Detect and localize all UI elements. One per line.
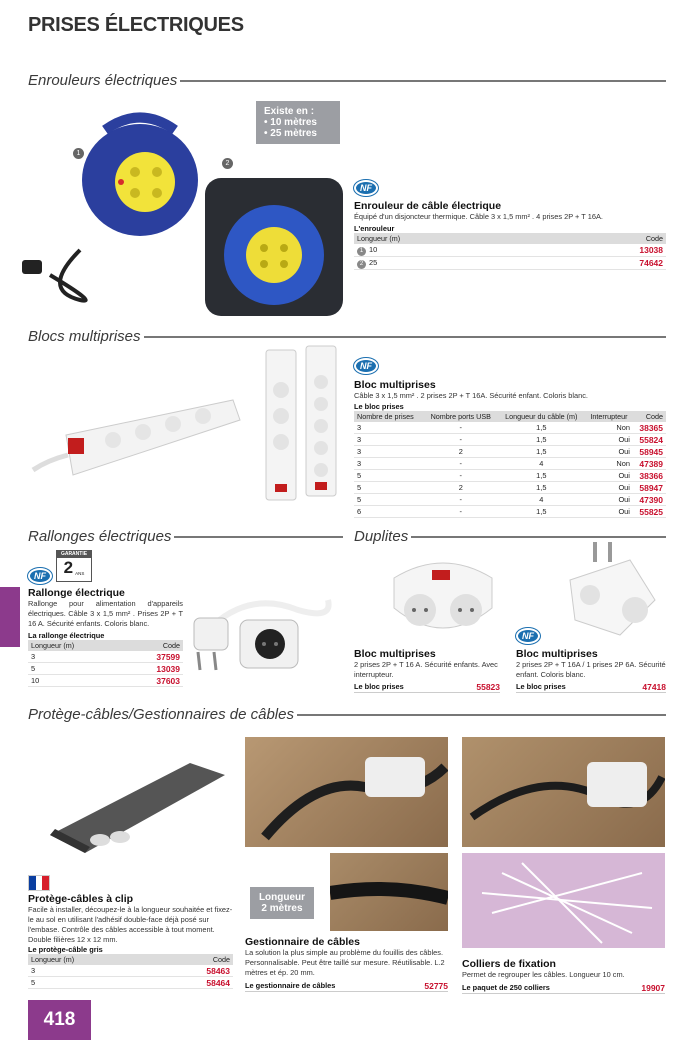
garantie-badge [56, 550, 92, 582]
cell-prises: 6 [354, 506, 424, 518]
table-row [354, 446, 666, 458]
product-title: Rallonge électrique [28, 587, 125, 599]
cell-prises: 5 [354, 482, 424, 494]
cell-switch: Oui [585, 434, 633, 446]
product-desc: 2 prises 2P + T 16 A. Sécurité enfants. Avec interrupteur. [354, 660, 498, 679]
cell-prises: 5 [354, 470, 424, 482]
product-sub: Le bloc prises [354, 682, 404, 691]
garantie-ans: ANS [75, 571, 85, 576]
product-title: Bloc multiprises [354, 648, 436, 660]
duplite2-info [516, 648, 666, 693]
cell-code: 38366 [633, 470, 666, 482]
product-desc: Équipé d'un disjoncteur thermique. Câble 3 x 1,5 mm² . 4 prises 2P + T 16A. [354, 212, 603, 221]
cell-code: 13038 [549, 244, 666, 257]
table-row [354, 506, 666, 518]
table-row [28, 965, 233, 977]
cell-usb: 2 [424, 446, 498, 458]
cell-code: 58463 [156, 965, 233, 977]
cell-switch: Oui [585, 470, 633, 482]
section-protege [28, 706, 666, 723]
enrouleur-table [354, 233, 666, 270]
cell-length: 5 [28, 663, 125, 675]
protege-table [28, 954, 233, 989]
cell-code: 37603 [125, 675, 183, 687]
cell-prises: 3 [354, 446, 424, 458]
bloc-horizontal-image [28, 380, 243, 490]
section-blocs [28, 328, 666, 345]
cell-usb: - [424, 434, 498, 446]
cell-length: 1,5 [498, 422, 585, 434]
section-duplites-label: Duplites [354, 528, 409, 545]
colliers-photo-2 [462, 853, 665, 948]
cell-code: 74642 [549, 257, 666, 270]
product-title: Bloc multiprises [516, 648, 598, 660]
product-title: Bloc multiprises [354, 379, 436, 391]
row-marker: 1 [357, 247, 366, 256]
garantie-years: 2 [63, 558, 74, 577]
enrouleur-info [354, 200, 666, 270]
product-code: 47418 [642, 682, 666, 692]
cell-length: 1,5 [498, 482, 585, 494]
col-header: Longueur (m) [28, 954, 156, 965]
table-header [28, 640, 183, 651]
section-protege-label: Protège-câbles/Gestionnaires de câbles [28, 706, 294, 723]
table-row [354, 244, 666, 257]
cell-length: 1,5 [498, 506, 585, 518]
product-desc: Câble 3 x 1,5 mm² . 2 prises 2P + T 16A. Sécurité enfant. Coloris blanc. [354, 391, 588, 400]
garantie-label: GARANTIE [57, 551, 91, 558]
product-sub: Le bloc prises [516, 682, 566, 691]
bloc-info [354, 379, 666, 518]
cell-code: 47389 [633, 458, 666, 470]
section-rule [297, 714, 666, 716]
table-row [354, 482, 666, 494]
gestionnaire-info [245, 936, 448, 992]
product-desc: 2 prises 2P + T 16A / 1 prises 2P 6A. Sécurité enfant. Coloris blanc. [516, 660, 666, 679]
gestionnaire-price-row [245, 981, 448, 992]
col-header: Interrupteur [585, 411, 633, 422]
cell-code: 13039 [125, 663, 183, 675]
cell-length: 10 [28, 675, 125, 687]
cell-code: 37599 [125, 651, 183, 663]
cell-usb: - [424, 470, 498, 482]
cell-length: 1,5 [498, 470, 585, 482]
callout-line: • 25 mètres [264, 128, 317, 139]
cell-code: 55824 [633, 434, 666, 446]
table-row [28, 977, 233, 989]
cell-code: 58945 [633, 446, 666, 458]
cell-length: 4 [498, 494, 585, 506]
bloc-table [354, 411, 666, 518]
cell-usb: 2 [424, 482, 498, 494]
cell-switch: Oui [585, 482, 633, 494]
product-sub: Le paquet de 250 colliers [462, 983, 550, 992]
table-header [354, 411, 666, 422]
table-row [28, 675, 183, 687]
product-title: Protège-câbles à clip [28, 893, 134, 905]
gestionnaire-photo-1 [245, 737, 448, 847]
table-row [354, 434, 666, 446]
product-title: Enrouleur de câble électrique [354, 200, 502, 212]
section-rule [144, 336, 666, 338]
cell-usb: - [424, 506, 498, 518]
cell-length: 3 [28, 965, 156, 977]
col-header: Code [549, 233, 666, 244]
colliers-price-row [462, 983, 665, 994]
enrouleur-image-1 [20, 100, 220, 310]
cell-length: 3 [28, 651, 125, 663]
section-rule [174, 536, 343, 538]
section-rule [180, 80, 666, 82]
callout-line: Existe en : [264, 106, 315, 117]
section-rallonges-label: Rallonges électriques [28, 528, 172, 545]
protege-info [28, 893, 233, 989]
col-header: Longueur (m) [354, 233, 549, 244]
col-header: Nombre de prises [354, 411, 424, 422]
cell-code: 47390 [633, 494, 666, 506]
table-header [354, 233, 666, 244]
side-tab [0, 587, 20, 647]
product-title: Gestionnaire de câbles [245, 936, 360, 948]
cell-code: 55825 [633, 506, 666, 518]
nf-logo: NF [28, 568, 52, 584]
table-row [354, 470, 666, 482]
product-sub: La rallonge électrique [28, 631, 105, 640]
enrouleur-image-2 [200, 170, 350, 320]
col-header: Longueur du câble (m) [498, 411, 585, 422]
product-sub: L'enrouleur [354, 224, 395, 233]
rallonge-image [188, 590, 343, 690]
product-title: Colliers de fixation [462, 958, 556, 970]
cell-prises: 3 [354, 458, 424, 470]
cell-switch: Oui [585, 446, 633, 458]
product-desc: Rallonge pour alimentation d'appareils électriques. Câble 3 x 1,5 mm² . Prises 2P + T 16 A. Sécurité enfants. Coloris blanc. [28, 599, 183, 628]
col-header: Longueur (m) [28, 640, 125, 651]
table-row [354, 494, 666, 506]
cell-usb: - [424, 494, 498, 506]
page-number [28, 1000, 91, 1040]
callout-line: Longueur [258, 892, 306, 903]
page-title: PRISES ÉLECTRIQUES [28, 14, 244, 36]
rallonge-table [28, 640, 183, 687]
gestionnaire-photo-2 [330, 853, 448, 931]
cell-prises: 3 [354, 422, 424, 434]
section-rule [411, 536, 666, 538]
col-header: Code [125, 640, 183, 651]
garantie-years-wrap [57, 558, 91, 578]
nf-logo: NF [516, 628, 540, 644]
nf-logo: NF [354, 358, 378, 374]
product-desc: La solution la plus simple au problème du fouillis des câbles. Personnalisable. Peut être taillé sur mesure. Réutilisable. L.2 mètres et ép. 20 mm. [245, 948, 445, 977]
product-desc: Facile à installer, découpez-le à la longueur souhaitée et fixez-le au sol en utilisant l'adhésif double-face déjà posé sur l'embase. Contrôle des câbles accessible à tout moment. Double filières 12 x 12 mm. [28, 905, 233, 944]
section-enrouleurs-label: Enrouleurs électriques [28, 72, 178, 89]
gestionnaire-callout [250, 887, 314, 919]
section-blocs-label: Blocs multiprises [28, 328, 141, 345]
product-code: 52775 [424, 981, 448, 991]
cell-length: 1,5 [498, 434, 585, 446]
marker-2: 2 [222, 158, 233, 169]
col-header: Code [633, 411, 666, 422]
callout-line: • 10 mètres [264, 117, 317, 128]
table-row [354, 458, 666, 470]
duplite1-price-row [354, 682, 500, 693]
bloc-vertical-image [262, 344, 340, 514]
cell-code: 38365 [633, 422, 666, 434]
table-header [28, 954, 233, 965]
product-sub: Le gestionnaire de câbles [245, 981, 336, 990]
duplite1-image [384, 548, 502, 648]
colliers-photo-1 [462, 737, 665, 847]
callout-line: 2 mètres [261, 903, 303, 914]
nf-logo: NF [354, 180, 378, 196]
cell-switch: Non [585, 422, 633, 434]
col-header: Nombre ports USB [424, 411, 498, 422]
marker-1: 1 [73, 148, 84, 159]
section-rallonges [28, 528, 343, 545]
product-code: 55823 [476, 682, 500, 692]
table-row [354, 257, 666, 270]
cell-prises: 5 [354, 494, 424, 506]
cell-code: 58947 [633, 482, 666, 494]
protege-image [40, 755, 230, 860]
product-sub: Le protège-câble gris [28, 945, 103, 954]
table-row [354, 422, 666, 434]
duplite2-image [560, 540, 660, 645]
cell-switch: Non [585, 458, 633, 470]
cell-usb: - [424, 458, 498, 470]
french-flag-icon [28, 875, 50, 891]
cell-length: 5 [28, 977, 156, 989]
product-code: 19907 [641, 983, 665, 993]
product-sub: Le bloc prises [354, 402, 404, 411]
enrouleur-callout [256, 101, 340, 144]
cell-prises: 3 [354, 434, 424, 446]
cell-switch: Oui [585, 494, 633, 506]
duplite2-price-row [516, 682, 666, 693]
page-number-label: 418 [43, 1009, 76, 1030]
product-desc: Permet de regrouper les câbles. Longueur 10 cm. [462, 970, 625, 979]
table-row [28, 663, 183, 675]
duplite1-info [354, 648, 500, 693]
section-enrouleurs [28, 72, 666, 89]
row-marker: 2 [357, 260, 366, 269]
cell-length: 1,5 [498, 446, 585, 458]
cell-length: 10 [369, 244, 378, 254]
cell-code: 58464 [156, 977, 233, 989]
cell-usb: - [424, 422, 498, 434]
col-header: Code [156, 954, 233, 965]
colliers-info [462, 958, 665, 994]
rallonge-info [28, 587, 183, 687]
cell-length: 4 [498, 458, 585, 470]
cell-switch: Oui [585, 506, 633, 518]
cell-length: 25 [369, 257, 378, 267]
table-row [28, 651, 183, 663]
